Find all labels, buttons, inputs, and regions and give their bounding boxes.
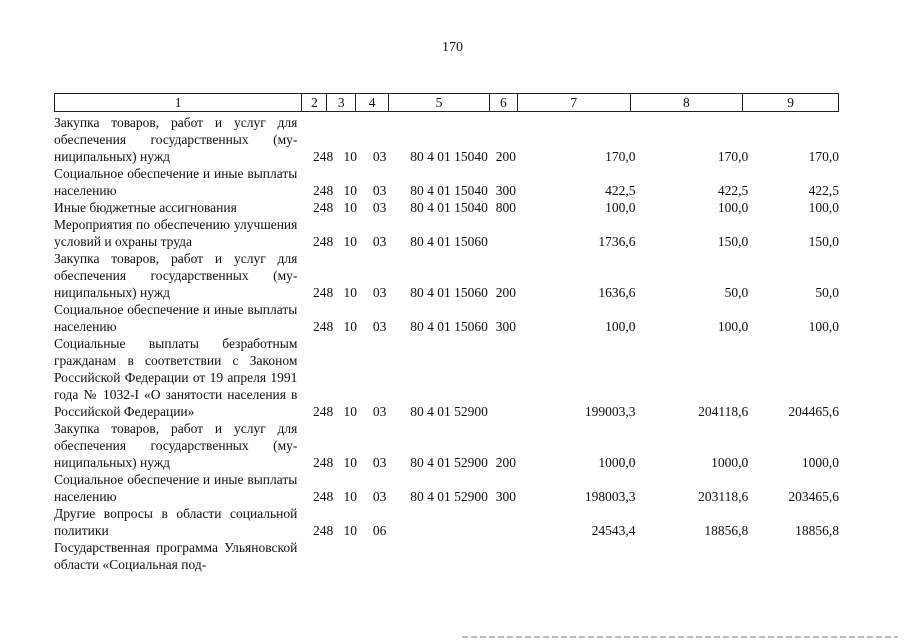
header-col-9: 9 <box>787 95 795 110</box>
row-name: Иные бюджетные ассигнования <box>54 200 237 215</box>
row-cell-c6: 300 <box>495 489 516 504</box>
table-row <box>54 199 839 216</box>
row-name: Мероприятия по обеспечению улучшения условий и охраны труда <box>54 217 298 249</box>
header-col-7: 7 <box>518 94 631 111</box>
row-cell-c5: 80 4 01 52900 <box>410 455 488 470</box>
row-cell-c7: 422,5 <box>605 183 636 198</box>
row-cell-c3: 10 <box>343 149 357 164</box>
header-col-8: 8 <box>631 94 744 111</box>
row-cell-c8: 170,0 <box>717 149 749 164</box>
table-body <box>54 114 839 573</box>
row-cell-c6: 200 <box>495 285 516 300</box>
row-cell-c5: 80 4 01 15040 <box>410 200 488 215</box>
row-cell-c2: 248 <box>313 489 334 504</box>
row-cell-c8: 150,0 <box>717 234 749 249</box>
row-cell-c7: 198003,3 <box>584 489 636 504</box>
row-cell-c4: 03 <box>372 234 387 249</box>
header-col-2: 2 <box>302 94 327 111</box>
row-cell-c3: 10 <box>343 319 357 334</box>
row-cell-c9: 150,0 <box>808 234 839 249</box>
row-cell-c3: 10 <box>343 404 357 419</box>
row-name: Другие вопросы в области социальной политики <box>54 506 298 538</box>
row-cell-c5: 80 4 01 52900 <box>410 404 488 419</box>
row-cell-c2: 248 <box>313 404 334 419</box>
row-cell-c8: 203118,6 <box>698 489 749 504</box>
table-row <box>54 216 839 250</box>
row-name: Закупка товаров, работ и услуг для обеспечения государственных (муниципальных) нужд <box>54 251 298 300</box>
row-cell-c6: 200 <box>495 149 516 164</box>
header-col-4: 4 <box>356 94 389 111</box>
row-name: Социальные выплаты безработным гражданам в соответствии с Законом Российской Федерации от 19 апреля 1991 года № 1032-I «О занятости населения в Российской Федерации» <box>54 336 298 419</box>
table-row <box>54 505 839 539</box>
row-cell-c7: 100,0 <box>605 319 636 334</box>
table-row <box>54 335 839 420</box>
table-row <box>54 420 839 471</box>
row-cell-c6: 300 <box>495 319 516 334</box>
row-cell-c8: 1000,0 <box>711 455 749 470</box>
row-cell-c5: 80 4 01 15060 <box>410 285 488 300</box>
row-cell-c3: 10 <box>343 523 357 538</box>
row-cell-c2: 248 <box>313 523 334 538</box>
row-cell-c9: 18856,8 <box>795 523 839 538</box>
row-cell-c2: 248 <box>313 183 334 198</box>
row-cell-c6: 200 <box>495 455 516 470</box>
row-cell-c7: 100,0 <box>605 200 636 215</box>
row-cell-c8: 18856,8 <box>704 523 749 538</box>
row-cell-c3: 10 <box>343 455 357 470</box>
table-row <box>54 165 839 199</box>
row-cell-c3: 10 <box>343 183 357 198</box>
row-cell-c8: 422,5 <box>717 183 749 198</box>
row-cell-c9: 1000,0 <box>801 455 839 470</box>
row-name: Закупка товаров, работ и услуг для обеспечения государственных (муниципальных) нужд <box>54 421 298 470</box>
row-cell-c9: 203465,6 <box>788 489 839 504</box>
row-cell-c5: 80 4 01 15060 <box>410 234 488 249</box>
row-name: Закупка товаров, работ и услуг для обеспечения государственных (муниципальных) нужд <box>54 115 298 164</box>
row-cell-c7: 1736,6 <box>598 234 636 249</box>
row-cell-c2: 248 <box>313 319 334 334</box>
table-row <box>54 250 839 301</box>
row-cell-c2: 248 <box>313 149 334 164</box>
header-col-5: 5 <box>389 94 490 111</box>
row-cell-c2: 248 <box>313 234 334 249</box>
table-row <box>54 471 839 505</box>
scan-artifact-line <box>462 636 898 638</box>
row-cell-c3: 10 <box>343 234 357 249</box>
row-cell-c4: 03 <box>372 455 387 470</box>
budget-table <box>54 93 839 573</box>
row-cell-c8: 100,0 <box>717 319 749 334</box>
row-name: Социальное обеспечение и иные выплаты населению <box>54 472 298 504</box>
row-cell-c5: 80 4 01 52900 <box>410 489 488 504</box>
row-cell-c2: 248 <box>313 455 334 470</box>
row-cell-c8: 50,0 <box>724 285 749 300</box>
row-cell-c6: 300 <box>495 183 516 198</box>
page-number: 170 <box>442 40 463 55</box>
row-cell-c7: 24543,4 <box>591 523 636 538</box>
row-cell-c4: 06 <box>372 523 387 538</box>
table-row <box>54 114 839 165</box>
row-cell-c7: 1636,6 <box>598 285 636 300</box>
row-cell-c7: 199003,3 <box>584 404 636 419</box>
row-cell-c9: 50,0 <box>815 285 839 300</box>
row-cell-c4: 03 <box>372 285 387 300</box>
row-cell-c8: 204118,6 <box>698 404 749 419</box>
row-cell-c4: 03 <box>372 404 387 419</box>
row-cell-c3: 10 <box>343 489 357 504</box>
row-cell-c9: 100,0 <box>808 319 839 334</box>
row-cell-c9: 422,5 <box>808 183 839 198</box>
row-cell-c9: 100,0 <box>808 200 839 215</box>
row-cell-c5: 80 4 01 15060 <box>410 319 488 334</box>
row-cell-c4: 03 <box>372 319 387 334</box>
row-cell-c4: 03 <box>372 149 387 164</box>
header-col-1: 1 <box>55 94 302 111</box>
row-cell-c9: 170,0 <box>808 149 839 164</box>
row-cell-c7: 170,0 <box>605 149 636 164</box>
row-cell-c7: 1000,0 <box>598 455 636 470</box>
row-cell-c6: 800 <box>495 200 516 215</box>
row-name: Социальное обеспечение и иные выплаты населению <box>54 166 298 198</box>
header-col-6: 6 <box>490 94 518 111</box>
row-cell-c5: 80 4 01 15040 <box>410 149 488 164</box>
row-cell-c3: 10 <box>343 285 357 300</box>
row-name: Государственная программа Ульяновской области «Социальная под- <box>54 540 298 572</box>
row-cell-c4: 03 <box>372 200 387 215</box>
row-cell-c4: 03 <box>372 183 387 198</box>
row-cell-c3: 10 <box>343 200 357 215</box>
table-header <box>54 93 839 112</box>
row-cell-c2: 248 <box>313 285 334 300</box>
table-row <box>54 539 839 573</box>
row-cell-c8: 100,0 <box>717 200 749 215</box>
header-col-3: 3 <box>327 94 356 111</box>
row-cell-c4: 03 <box>372 489 387 504</box>
row-cell-c5: 80 4 01 15040 <box>410 183 488 198</box>
row-cell-c9: 204465,6 <box>788 404 839 419</box>
table-row <box>54 301 839 335</box>
row-name: Социальное обеспечение и иные выплаты населению <box>54 302 298 334</box>
row-cell-c2: 248 <box>313 200 334 215</box>
